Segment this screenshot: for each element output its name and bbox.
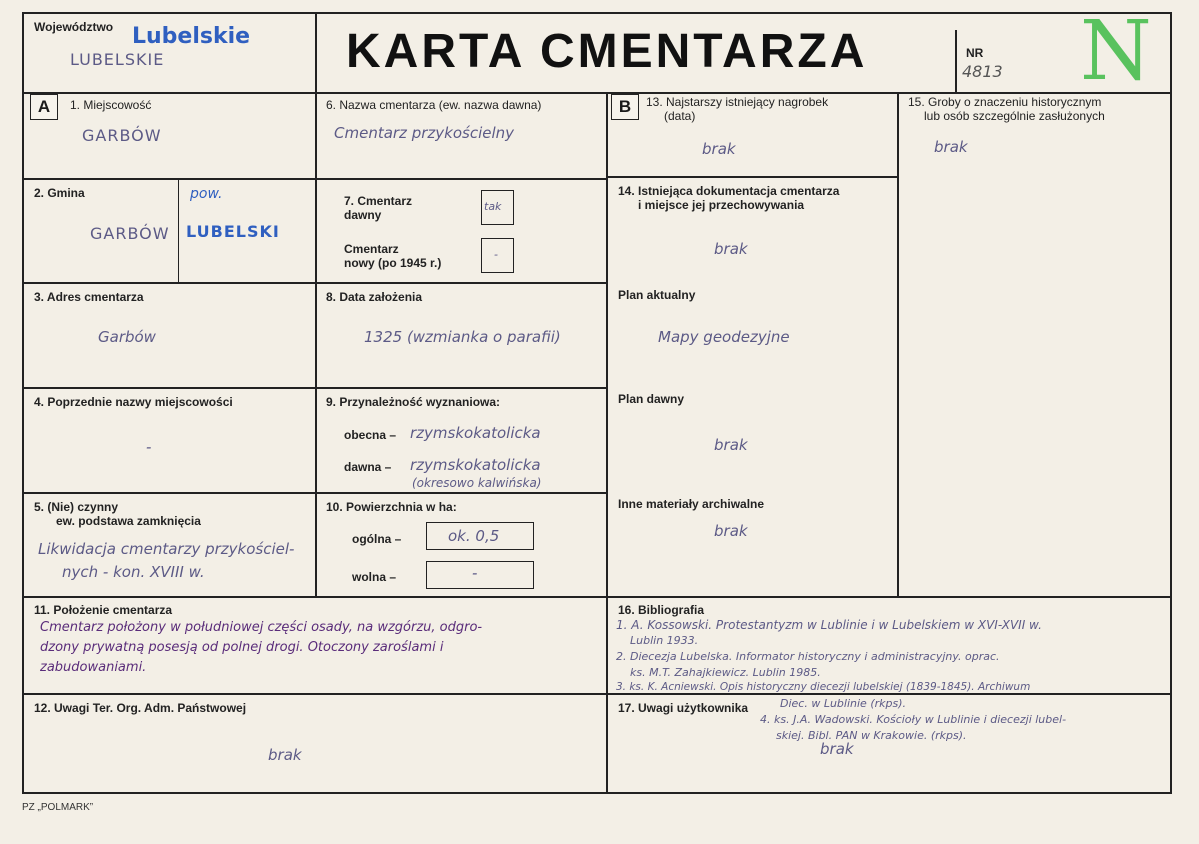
page-title: KARTA CMENTARZA [346, 25, 868, 78]
field-16-line-2: Lublin 1933. [630, 634, 699, 647]
field-10-wolna-value: - [472, 564, 478, 582]
field-12-value: brak [268, 746, 302, 764]
field-9-label: 9. Przynależność wyznaniowa: [326, 395, 501, 409]
field-17-line-1: Diec. w Lublinie (rkps). [780, 697, 907, 710]
field-1-value: GARBÓW [82, 126, 162, 145]
category-letter: N [1080, 4, 1152, 99]
field-3-label: 3. Adres cmentarza [34, 290, 144, 304]
field-13-value: brak [702, 140, 736, 158]
field-6-label: 6. Nazwa cmentarza (ew. nazwa dawna) [326, 98, 542, 112]
nr-label: NR [966, 46, 984, 60]
grid-line [22, 387, 608, 389]
wojewodztwo-stamp: Lubelskie [132, 24, 251, 49]
field-14-label: 14. Istniejąca dokumentacja cmentarza [618, 184, 840, 198]
plan-dawny-label: Plan dawny [618, 392, 685, 406]
field-12-label: 12. Uwagi Ter. Org. Adm. Państwowej [34, 701, 247, 715]
grid-line [22, 92, 1172, 94]
field-2-pow-label: pow. [190, 186, 223, 202]
grid-line [315, 12, 317, 94]
field-14-sublabel: i miejsce jej przechowywania [638, 198, 805, 212]
grid-line [955, 30, 957, 94]
field-11-value-line-2: dzony prywatną posesją od polnej drogi. Otoczony zaroślami i [40, 640, 444, 655]
inne-materialy-value: brak [714, 522, 748, 540]
field-5-sublabel: ew. podstawa zamknięcia [56, 514, 201, 528]
field-7-new-label: Cmentarz [344, 242, 399, 256]
field-16-line-1: 1. A. Kossowski. Protestantyzm w Lublinie i w Lubelskiem w XVI-XVII w. [616, 618, 1042, 632]
printer-imprint: PZ „POLMARK” [22, 802, 94, 813]
field-16-line-3: 2. Diecezja Lubelska. Informator historyczny i administracyjny. oprac. [616, 650, 1000, 663]
grid-line [178, 178, 179, 282]
field-13-sublabel: (data) [664, 109, 696, 123]
field-2-pow-value: LUBELSKI [186, 222, 280, 241]
field-9-dawna-label: dawna – [344, 460, 392, 474]
grid-line [606, 92, 608, 794]
field-7-sublabel: dawny [344, 208, 382, 222]
nr-value: 4813 [962, 62, 1003, 81]
grid-line [22, 178, 608, 180]
grid-line [897, 92, 899, 596]
grid-line [22, 492, 608, 494]
field-11-value-line-3: zabudowaniami. [40, 660, 147, 675]
field-17-value: brak [820, 740, 854, 758]
field-7-new-value: - [494, 248, 498, 261]
field-13-label: 13. Najstarszy istniejący nagrobek [646, 95, 829, 109]
section-b-badge: B [611, 94, 639, 120]
field-10-label: 10. Powierzchnia w ha: [326, 500, 457, 514]
field-15-label: 15. Groby o znaczeniu historycznym [908, 95, 1102, 109]
field-7-new-sublabel: nowy (po 1945 r.) [344, 256, 442, 270]
field-3-value: Garbów [98, 328, 156, 346]
field-2-value: GARBÓW [90, 224, 170, 243]
field-4-label: 4. Poprzednie nazwy miejscowości [34, 395, 233, 409]
field-5-label: 5. (Nie) czynny [34, 500, 119, 514]
field-16-line-5: 3. ks. K. Acniewski. Opis historyczny diecezji lubelskiej (1839-1845). Archiwum [616, 681, 1031, 693]
grid-line [608, 176, 898, 178]
field-16-label: 16. Bibliografia [618, 603, 705, 617]
field-1-label: 1. Miejscowość [70, 98, 152, 112]
field-8-label: 8. Data założenia [326, 290, 423, 304]
field-10-wolna-box [426, 561, 534, 589]
wojewodztwo-handwritten: LUBELSKIE [70, 50, 165, 69]
field-9-dawna-note: (okresowo kalwińska) [412, 476, 542, 490]
field-15-value: brak [934, 138, 968, 156]
field-14-value: brak [714, 240, 748, 258]
grid-line [22, 282, 608, 284]
plan-dawny-value: brak [714, 436, 748, 454]
section-a-badge: A [30, 94, 58, 120]
field-10-ogolna-label: ogólna – [352, 532, 402, 546]
field-5-value-line-1: Likwidacja cmentarzy przykościel- [38, 540, 295, 558]
plan-aktualny-value: Mapy geodezyjne [658, 328, 790, 346]
field-17-label: 17. Uwagi użytkownika [618, 701, 749, 715]
field-10-ogolna-value: ok. 0,5 [448, 527, 500, 545]
inne-materialy-label: Inne materiały archiwalne [618, 497, 765, 511]
field-7-value: tak [484, 200, 502, 213]
field-15-sublabel: lub osób szczególnie zasłużonych [924, 109, 1105, 123]
grid-line [315, 92, 317, 596]
field-11-value-line-1: Cmentarz położony w południowej części osady, na wzgórzu, odgro- [40, 620, 483, 635]
field-4-value: - [146, 438, 152, 456]
field-2-label: 2. Gmina [34, 186, 85, 200]
field-6-value: Cmentarz przykościelny [334, 124, 515, 142]
plan-aktualny-label: Plan aktualny [618, 288, 696, 302]
field-5-value-line-2: nych - kon. XVIII w. [62, 563, 205, 581]
field-11-label: 11. Położenie cmentarza [34, 603, 173, 617]
field-17-line-2: 4. ks. J.A. Wadowski. Kościoły w Lublinie i diecezji lubel- [760, 713, 1067, 726]
wojewodztwo-label: Województwo [34, 20, 114, 34]
grid-line [22, 693, 1172, 695]
grid-line [22, 596, 1172, 598]
field-10-wolna-label: wolna – [352, 570, 397, 584]
field-9-dawna-value: rzymskokatolicka [410, 456, 541, 474]
field-8-value: 1325 (wzmianka o parafii) [364, 328, 561, 346]
field-9-obecna-label: obecna – [344, 428, 397, 442]
field-17-line-3: skiej. Bibl. PAN w Krakowie. (rkps). [776, 729, 967, 742]
field-7-label: 7. Cmentarz [344, 194, 413, 208]
field-9-obecna-value: rzymskokatolicka [410, 424, 541, 442]
field-16-line-4: ks. M.T. Zahajkiewicz. Lublin 1985. [630, 666, 821, 679]
